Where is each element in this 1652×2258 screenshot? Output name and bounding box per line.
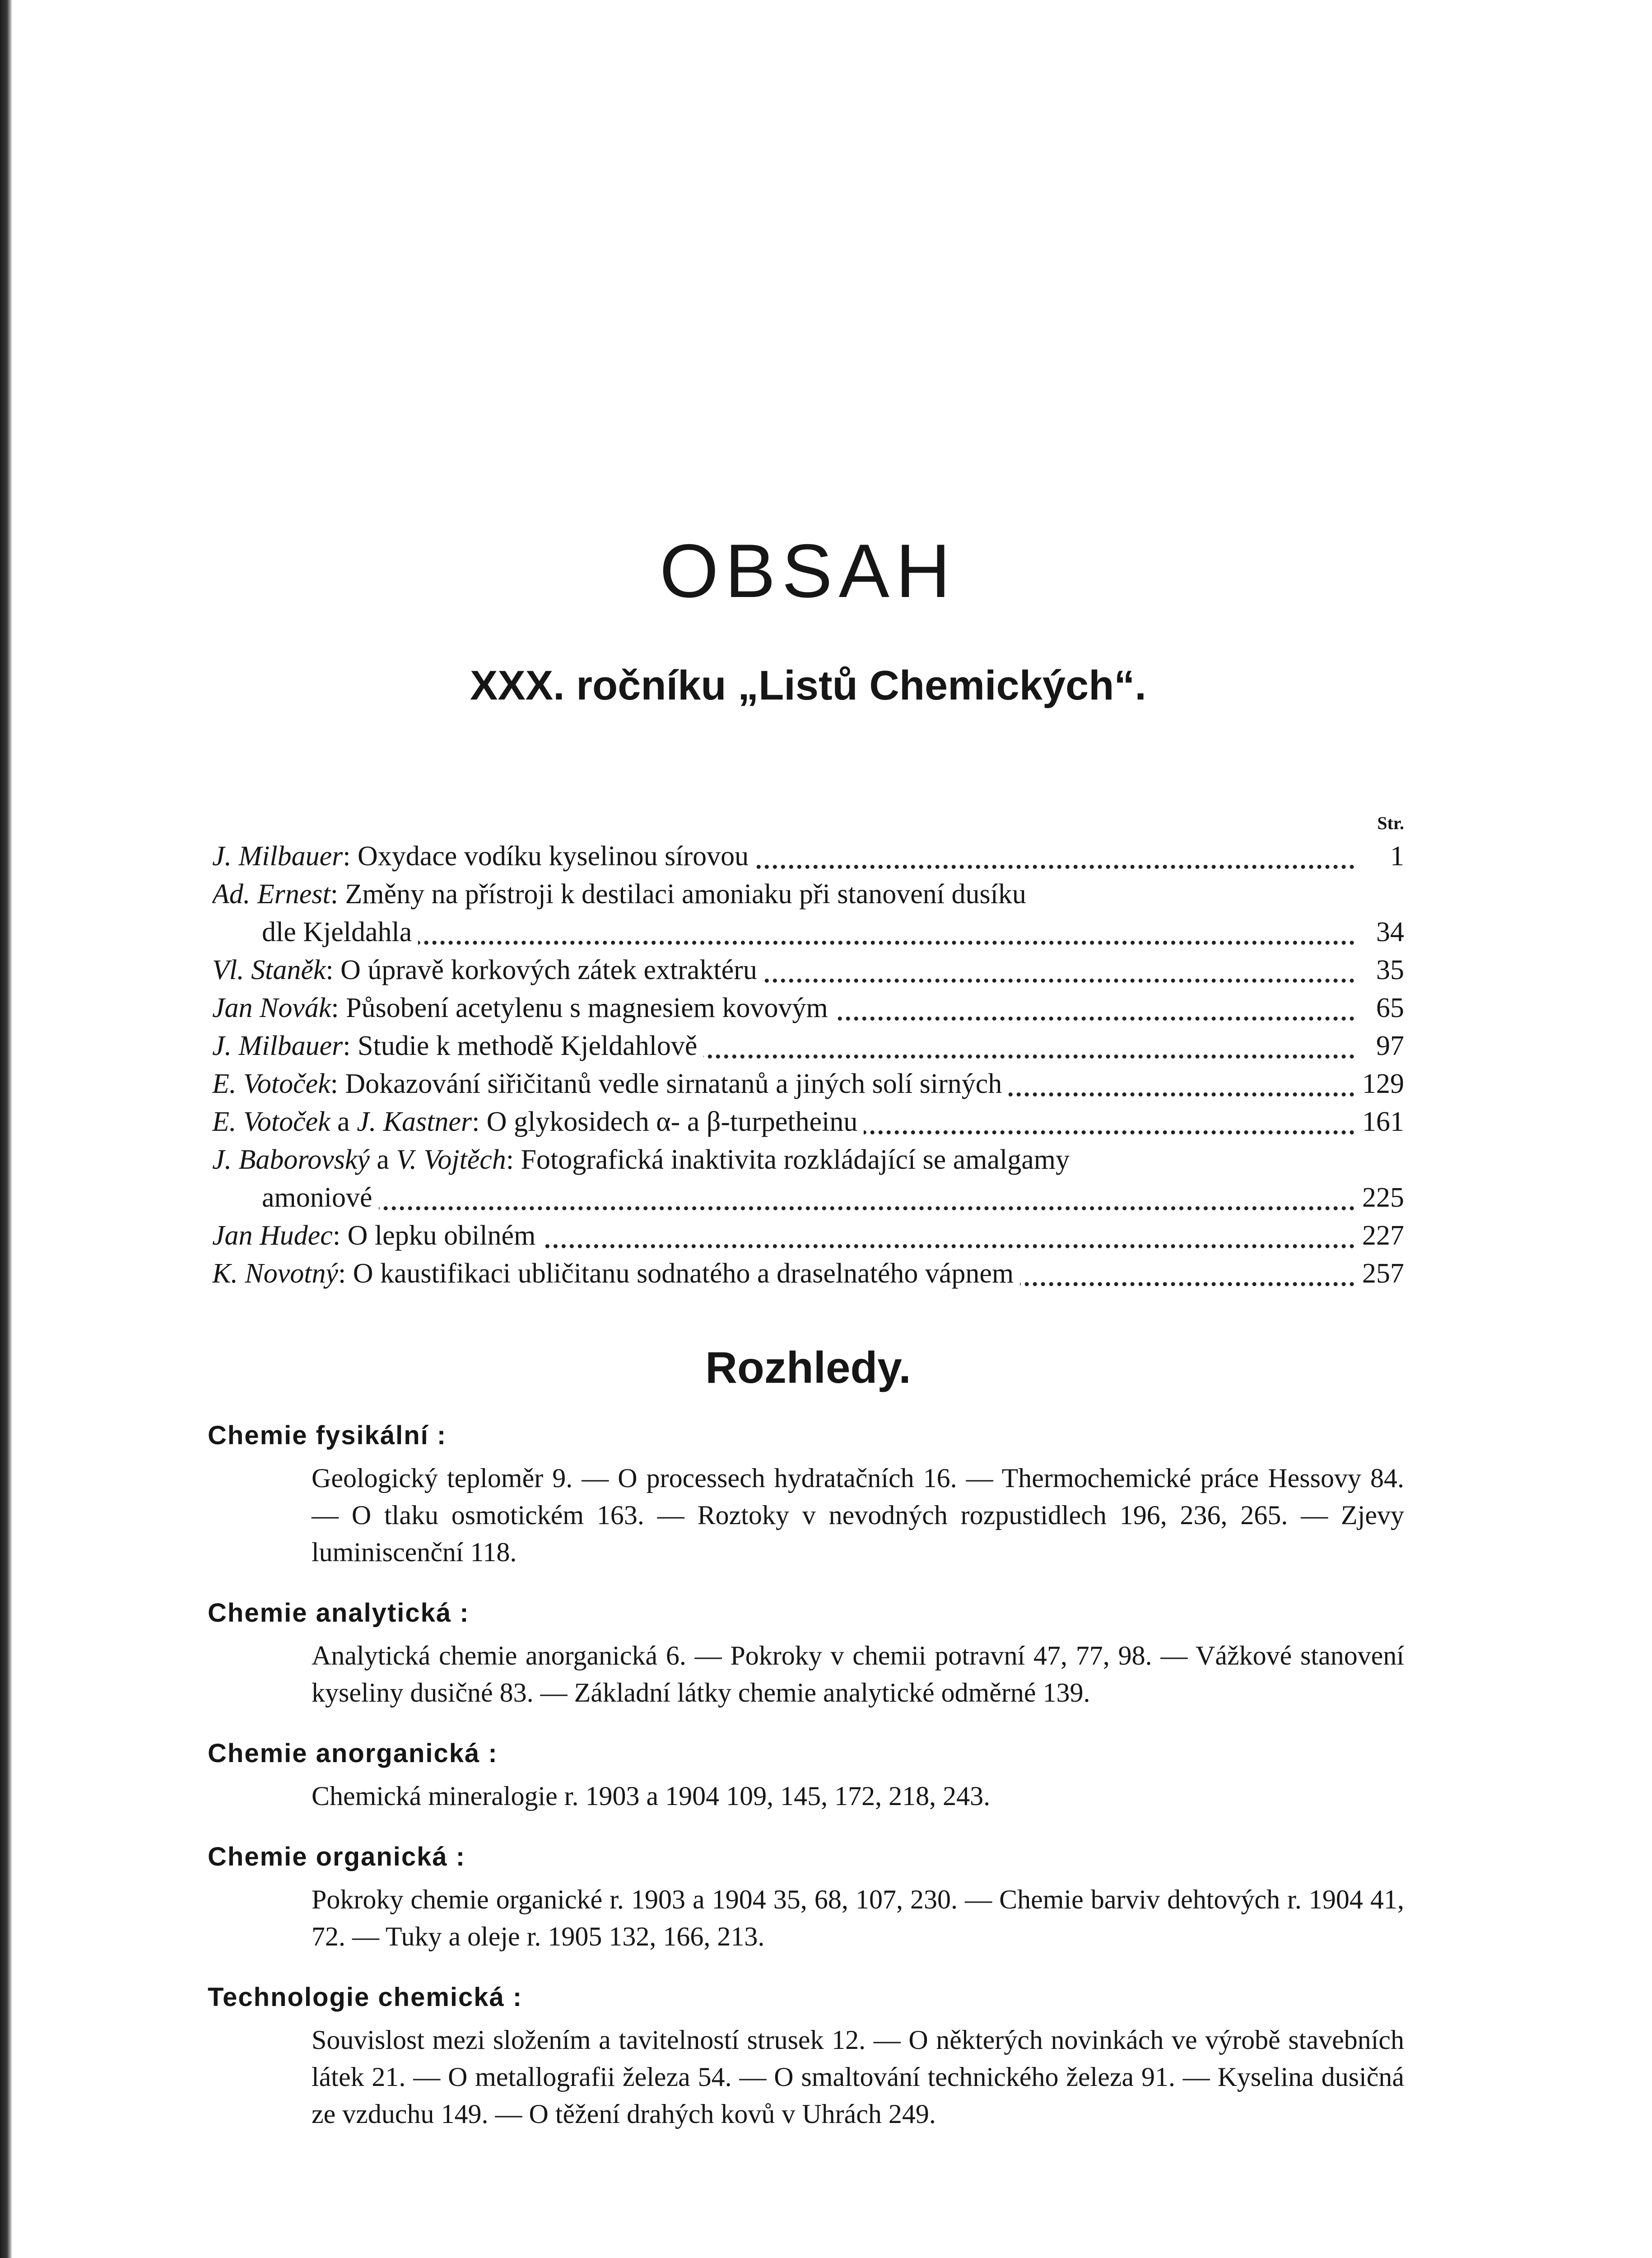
category-text: Souvislost mezi složením a tavitelností strusek 12. — O některých novinkách ve výrobě stavebních látek 21. — O metallografii železa 54. — O smaltování technického železa 91. — Kyselina dusičná ze vzduchu 149. — O těžení drahých kovů v Uhrách 249. [312,2025,1404,2129]
category-heading: Chemie organická : [208,1842,466,1872]
rozhledy-section [208,1420,1404,1571]
toc-entry[interactable]: Vl. Staněk: O úpravě korkových zátek extraktéru 35 [212,951,1404,989]
category-text: Geologický teploměr 9. — O processech hydratačních 16. — Thermochemické práce Hessovy 84. — O tlaku osmotickém 163. — Roztoky v nevodných rozpustidlech 196, 236, 265. — Zjevy luminiscenční 118. [312,1463,1404,1568]
category-heading: Chemie analytická : [208,1598,470,1628]
toc-page-number: 34 [1376,917,1404,948]
toc-author: E. Votoček [212,1106,330,1138]
toc-entry[interactable]: J. Baborovský a V. Vojtěch: Fotografická inaktivita rozkládající se amalgamy [212,1144,1070,1176]
toc-author-2: V. Vojtěch [396,1144,506,1176]
category-text: Pokroky chemie organické r. 1903 a 1904 35, 68, 107, 230. — Chemie barviv dehtových r. 1904 41, 72. — Tuky a oleje r. 1905 132, 166, 213. [312,1885,1404,1952]
page-subtitle: XXX. ročníku „Listů Chemických“. [470,662,1146,709]
toc-entry[interactable]: J. Milbauer: Oxydace vodíku kyselinou sírovou 1 [212,837,1404,875]
toc-entry-continuation [212,1179,1404,1217]
toc-page-number: 227 [1362,1220,1404,1251]
toc-title-continued: dle Kjeldahla [262,917,418,947]
toc-author: J. Milbauer [212,841,343,872]
toc-entry[interactable]: E. Votoček: Dokazování siřičitanů vedle sirnatanů a jiných solí sirných 129 [212,1065,1404,1103]
document-page [208,528,1404,2132]
toc-title: O glykosidech α- a β-turpetheinu [486,1106,858,1138]
page-title: OBSAH [659,528,957,613]
toc-title: Působení acetylenu s magnesiem kovovým [346,993,828,1024]
category-heading: Technologie chemická : [208,1983,523,2012]
toc-title: Dokazování siřičitanů vedle sirnatanů a jiných solí sirných [345,1068,1002,1100]
toc-page-number: 65 [1376,993,1404,1024]
toc-entry-continuation [212,913,1404,951]
rozhledy-section [208,1738,1404,1815]
toc-title-continued: amoniové [262,1182,379,1213]
toc-entry[interactable]: J. Milbauer: Studie k methodě Kjeldahlově 97 [212,1027,1404,1065]
toc-author: K. Novotný [212,1258,338,1289]
section-title-rozhledy: Rozhledy. [705,1343,911,1393]
category-heading: Chemie fysikální : [208,1421,447,1451]
toc-author: Jan Novák [212,993,331,1024]
toc-title: O lepku obilném [347,1220,536,1251]
toc-title: O kaustifikaci ubličitanu sodnatého a draselnatého vápnem [353,1258,1014,1289]
toc-author: Vl. Staněk [212,955,326,986]
toc-page-number: 161 [1362,1106,1404,1138]
table-of-contents [212,837,1404,1292]
toc-title: Změny na přístroji k destilaci amoniaku při stanovení dusíku [345,879,1026,910]
toc-author: Ad. Ernest [212,879,330,910]
toc-author-2: J. Kastner [357,1106,472,1138]
toc-page-number: 257 [1362,1258,1404,1289]
toc-page-number: 129 [1362,1068,1404,1100]
category-heading: Chemie anorganická : [208,1739,498,1768]
toc-entry[interactable]: Ad. Ernest: Změny na přístroji k destilaci amoniaku při stanovení dusíku [212,879,1026,910]
toc-page-number: 225 [1362,1182,1404,1213]
toc-author: Jan Hudec [212,1220,333,1251]
toc-page-number: 35 [1376,955,1404,986]
toc-entry[interactable]: Jan Hudec: O lepku obilném 227 [212,1217,1404,1255]
page-column-label: Str. [1377,813,1404,834]
toc-author: J. Baborovský [212,1144,370,1176]
category-text: Analytická chemie anorganická 6. — Pokroky v chemii potravní 47, 77, 98. — Vážkové stanovení kyseliny dusičné 83. — Základní látky chemie analytické odměrné 139. [312,1641,1404,1708]
toc-page-number: 1 [1390,841,1404,872]
rozhledy-section [208,1982,1404,2132]
toc-title: Oxydace vodíku kyselinou sírovou [358,841,749,872]
toc-title: Fotografická inaktivita rozkládající se amalgamy [521,1144,1070,1176]
toc-author: J. Milbauer [212,1031,343,1062]
rozhledy-section [208,1842,1404,1955]
toc-entry[interactable]: Jan Novák: Působení acetylenu s magnesiem kovovým 65 [212,989,1404,1027]
category-text: Chemická mineralogie r. 1903 a 1904 109, 145, 172, 218, 243. [312,1781,991,1811]
toc-author: E. Votoček [212,1068,330,1100]
page-edge-left [0,0,12,2258]
rozhledy-section [208,1598,1404,1711]
toc-entry[interactable]: E. Votoček a J. Kastner: O glykosidech α- a β-turpetheinu 161 [212,1103,1404,1141]
toc-entry[interactable]: K. Novotný: O kaustifikaci ubličitanu sodnatého a draselnatého vápnem 257 [212,1255,1404,1292]
toc-page-number: 97 [1376,1031,1404,1062]
toc-title: Studie k methodě Kjeldahlově [358,1031,698,1062]
toc-title: O úpravě korkových zátek extraktéru [340,955,757,986]
